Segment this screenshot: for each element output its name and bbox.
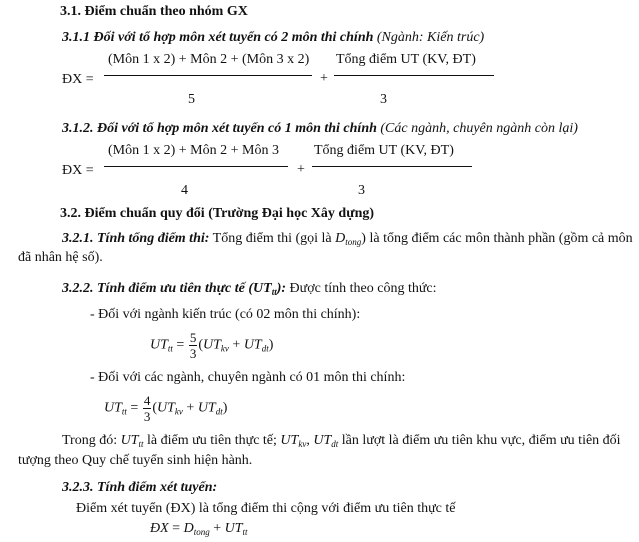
eq2-equals: = bbox=[126, 400, 142, 416]
d-tong-symbol bbox=[335, 231, 361, 246]
section-3-2-1-text-b: ) là tổng điểm các môn thành phần (gồm cả môn bbox=[361, 231, 633, 246]
t-dt-sub: dt bbox=[331, 439, 339, 449]
eq2-lhs-sub: tt bbox=[121, 406, 127, 417]
equation-ut-other bbox=[104, 393, 227, 427]
eq2-open: ( bbox=[152, 400, 157, 416]
d-sub: tong bbox=[345, 237, 362, 247]
formula-2-plus: + bbox=[297, 162, 305, 177]
eq2-t2-sub: dt bbox=[215, 406, 223, 417]
eq1-lhs: UT bbox=[150, 337, 168, 353]
eq1-lhs-sub: tt bbox=[167, 343, 173, 354]
section-3-2-3-title: 3.2.3. Tính điểm xét tuyển: bbox=[62, 480, 218, 495]
section-3-1-2-note: (Các ngành, chuyên ngành còn lại) bbox=[380, 121, 578, 136]
t-ut-letters: UT bbox=[120, 433, 139, 448]
ut-tt-symbol bbox=[253, 281, 277, 296]
eq2-t2: UT bbox=[197, 400, 216, 416]
section-3-1-1-title: 3.1.1 Đối với tổ hợp môn xét tuyển có 2 môn thi chính bbox=[62, 30, 374, 45]
trong-do-mid1: là điểm ưu tiên thực tế; bbox=[143, 433, 281, 448]
formula-2-numerator-1: (Môn 1 x 2) + Môn 2 + Môn 3 bbox=[108, 143, 279, 158]
eq3-ut-sub: tt bbox=[242, 527, 248, 537]
formula-2-numerator-2: Tổng điểm UT (KV, ĐT) bbox=[314, 143, 454, 158]
eq3-d: D bbox=[183, 521, 194, 536]
formula-2-fraction-bar-2 bbox=[312, 166, 472, 167]
eq3-d-sub: tong bbox=[193, 527, 210, 537]
section-3-1-2-line bbox=[62, 121, 578, 137]
trong-do-line2: tượng theo Quy chế tuyển sinh hiện hành. bbox=[18, 453, 253, 468]
equation-ut-architecture bbox=[150, 330, 273, 364]
eq1-close: ) bbox=[268, 337, 274, 353]
trong-do-comma: , bbox=[306, 433, 314, 448]
eq1-t1: UT bbox=[203, 337, 221, 353]
eq2-t1: UT bbox=[157, 400, 175, 416]
eq2-lhs: UT bbox=[104, 400, 122, 416]
section-3-2-2-paragraph bbox=[62, 281, 437, 297]
formula-1-plus: + bbox=[320, 71, 328, 86]
eq1-fraction bbox=[189, 330, 198, 361]
formula-2-lhs: ĐX = bbox=[62, 163, 94, 178]
formula-2-denominator-2: 3 bbox=[358, 183, 365, 198]
section-3-1-heading: 3.1. Điểm chuẩn theo nhóm GX bbox=[60, 4, 248, 19]
eq3-ut: UT bbox=[224, 521, 243, 536]
section-3-2-3-text: Điểm xét tuyển (ĐX) là tổng điểm thi cộng với điểm ưu tiên thực tế bbox=[76, 501, 456, 516]
eq1-equals: = bbox=[172, 337, 188, 353]
formula-1-denominator-1: 5 bbox=[188, 92, 195, 107]
eq3-plus: + bbox=[209, 521, 225, 536]
formula-1-lhs: ĐX = bbox=[62, 72, 94, 87]
ut-sub: tt bbox=[271, 287, 277, 297]
eq1-den: 3 bbox=[189, 346, 197, 361]
bullet-architecture: - Đối với ngành kiến trúc (có 02 môn thi chính): bbox=[90, 307, 361, 322]
eq1-num: 5 bbox=[189, 330, 197, 345]
t-kv-sub: kv bbox=[298, 439, 307, 449]
bullet-other-majors: - Đối với các ngành, chuyên ngành có 01 môn thi chính: bbox=[90, 370, 406, 385]
formula-1-numerator-2: Tổng điểm UT (KV, ĐT) bbox=[336, 52, 476, 67]
section-3-2-1-title: 3.2.1. Tính tổng điểm thi: bbox=[62, 231, 210, 246]
trong-do-mid2: lần lượt là điểm ưu tiên khu vực, điểm ưu tiên đối bbox=[338, 433, 621, 448]
formula-1-fraction-bar-2 bbox=[334, 75, 494, 76]
t-ut-tt bbox=[121, 433, 144, 448]
formula-2-fraction-bar-1 bbox=[104, 166, 288, 167]
eq3-lhs: ĐX bbox=[150, 521, 169, 536]
eq1-open: ( bbox=[198, 337, 203, 353]
t-ut-kv bbox=[280, 433, 306, 448]
t-ut-sub: tt bbox=[138, 439, 144, 449]
t-dt-letters: UT bbox=[313, 433, 332, 448]
eq2-fraction bbox=[143, 393, 152, 424]
section-3-1-2-title: 3.1.2. Đối với tổ hợp môn xét tuyển có 1 môn thi chính bbox=[62, 121, 377, 136]
eq2-plus: + bbox=[182, 400, 198, 416]
section-3-2-heading: 3.2. Điểm chuẩn quy đổi (Trường Đại học Xây dựng) bbox=[60, 206, 375, 221]
section-3-2-2-title: 3.2.2. Tính điểm ưu tiên thực tế ( bbox=[62, 281, 254, 296]
eq1-t2: UT bbox=[243, 337, 262, 353]
t-ut-dt bbox=[313, 433, 338, 448]
ut-letters: UT bbox=[253, 281, 272, 296]
section-3-2-2-text: Được tính theo công thức: bbox=[286, 281, 437, 296]
eq2-close: ) bbox=[222, 400, 228, 416]
eq2-den: 3 bbox=[143, 409, 151, 424]
eq1-t2-sub: dt bbox=[261, 343, 269, 354]
eq2-t1-sub: kv bbox=[174, 406, 183, 417]
eq1-t1-sub: kv bbox=[220, 343, 229, 354]
section-3-2-1-paragraph bbox=[62, 231, 633, 247]
formula-1-denominator-2: 3 bbox=[380, 92, 387, 107]
formula-2-denominator-1: 4 bbox=[181, 183, 188, 198]
d-letter: D bbox=[335, 231, 346, 246]
trong-do-paragraph bbox=[62, 433, 621, 449]
section-3-1-1-note: (Ngành: Kiến trúc) bbox=[376, 30, 485, 45]
equation-dx bbox=[150, 521, 248, 537]
section-3-2-1-text-a: Tổng điểm thi (gọi là bbox=[209, 231, 336, 246]
formula-1-fraction-bar-1 bbox=[104, 75, 312, 76]
t-kv-letters: UT bbox=[280, 433, 299, 448]
section-3-2-1-line2: đã nhân hệ số). bbox=[18, 250, 103, 265]
eq2-num: 4 bbox=[143, 393, 151, 408]
formula-1-numerator-1: (Môn 1 x 2) + Môn 2 + (Môn 3 x 2) bbox=[108, 52, 310, 67]
trong-do-label: Trong đó: bbox=[62, 433, 121, 448]
eq1-plus: + bbox=[228, 337, 244, 353]
eq3-equals: = bbox=[168, 521, 184, 536]
section-3-2-2-title-end: ): bbox=[276, 281, 287, 296]
section-3-1-1-line bbox=[62, 30, 484, 46]
